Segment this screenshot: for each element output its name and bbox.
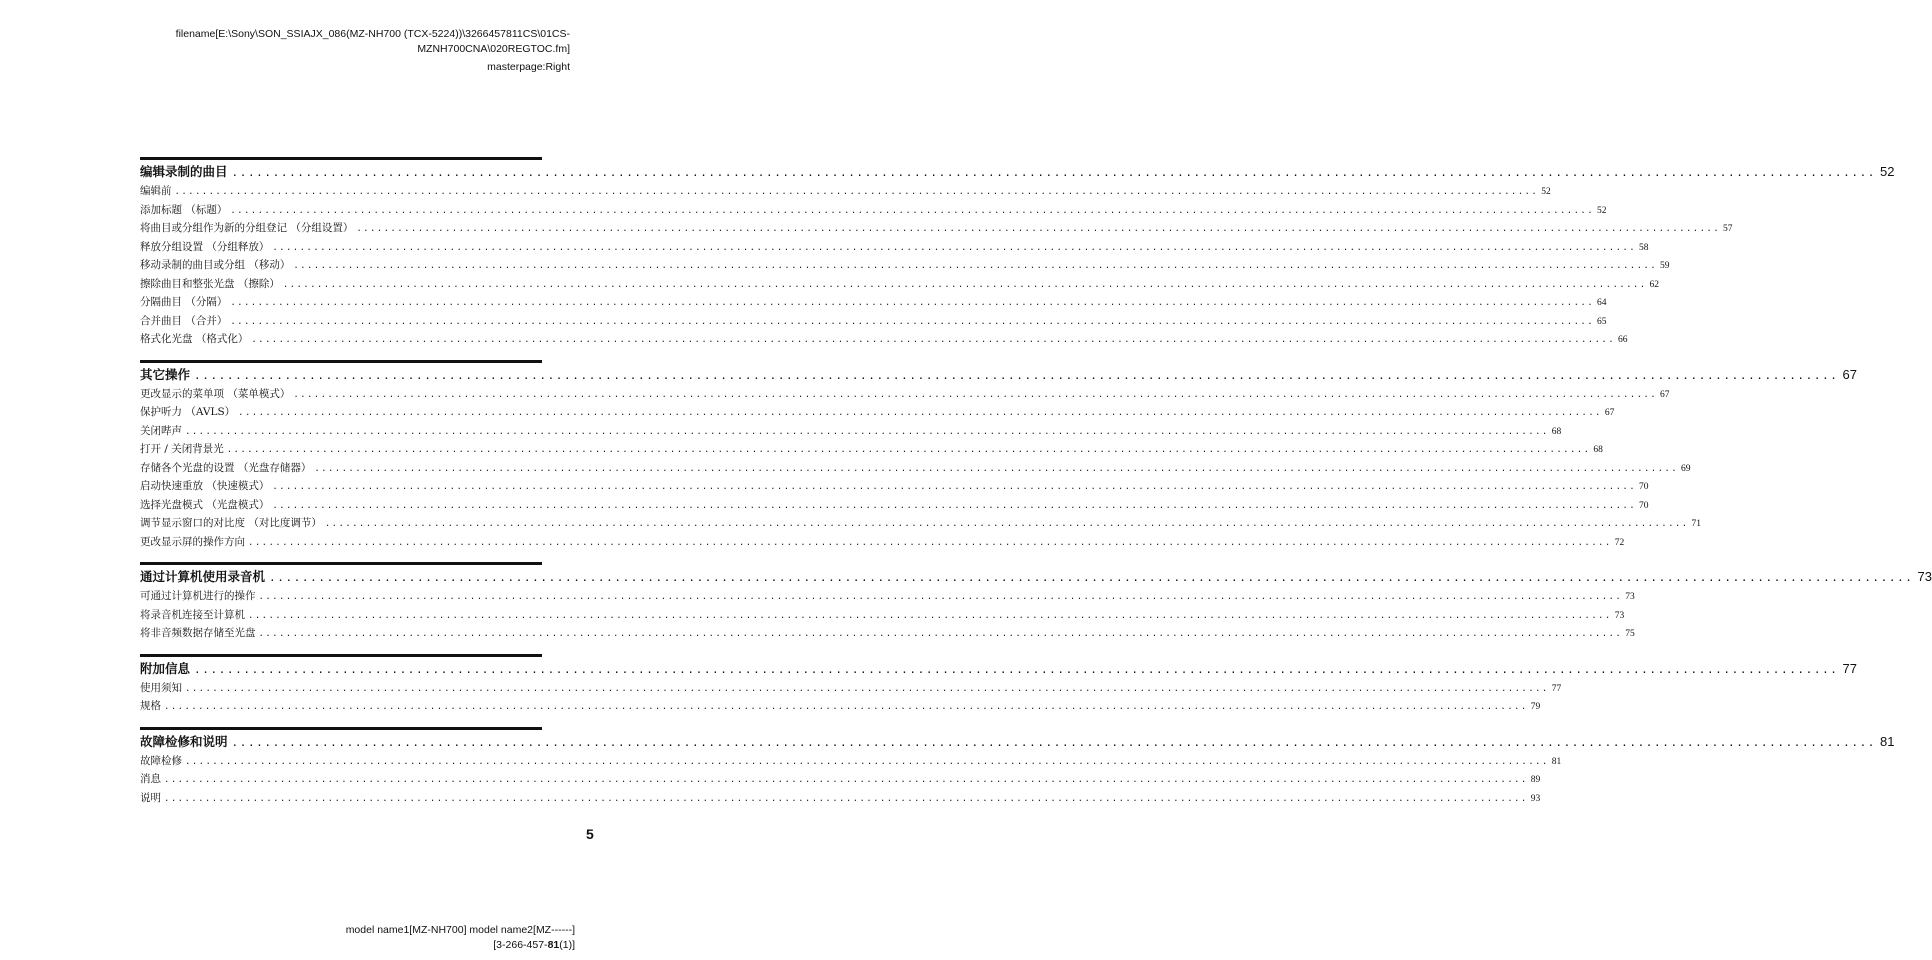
entry-page-number: 79 — [1530, 702, 1541, 712]
page-number: 5 — [586, 826, 594, 842]
toc-entry[interactable] — [140, 202, 1607, 221]
part-code-prefix: [3-266-457- — [493, 939, 548, 951]
entry-page-number: 73 — [1614, 610, 1625, 621]
dot-leader: ........................................................................................................................................................................................................ — [272, 242, 1637, 253]
section-title: 编辑录制的曲目 — [140, 164, 228, 179]
section-spacer — [140, 552, 542, 562]
entry-page-number: 89 — [1530, 775, 1541, 785]
dot-leader: ........................................................................................................................................................................................................ — [248, 537, 1612, 548]
dot-leader: ........................................................................................................................................................................................................ — [314, 463, 1679, 474]
entry-title: 保护听力 （AVLS） — [140, 406, 236, 418]
dot-leader: ........................................................................................................................................................................................................ — [258, 629, 1623, 639]
entry-page-number: 65 — [1597, 316, 1607, 327]
section-page-number: 73 — [1917, 569, 1932, 584]
dot-leader: ........................................................................................................................................................................................................ — [282, 279, 1647, 290]
section-spacer — [140, 717, 542, 727]
entry-page-number: 52 — [1597, 205, 1607, 216]
toc-entry[interactable] — [140, 698, 1541, 717]
toc-section — [140, 562, 1932, 654]
entry-title: 将非音频数据存储至光盘 — [140, 627, 256, 639]
table-of-contents — [140, 157, 1932, 808]
dot-leader: ........................................................................................................................................................................................................ — [293, 389, 1658, 400]
dot-leader: ........................................................................................................................................................................................................ — [324, 519, 1689, 529]
entry-page-number: 67 — [1604, 408, 1615, 418]
part-code-bold: 81 — [547, 939, 560, 951]
dot-leader: ........................................................................................................................................................................................................ — [258, 592, 1623, 602]
entry-title: 编辑前 — [140, 185, 172, 197]
section-heading[interactable] — [140, 157, 1895, 182]
entry-title: 故障检修 — [140, 754, 182, 767]
footer-part-code — [493, 938, 575, 953]
entry-title: 将录音机连接至计算机 — [140, 608, 245, 621]
toc-entry[interactable] — [140, 534, 1625, 553]
dot-leader: ........................................................................................................................................................................................................ — [230, 205, 1595, 216]
toc-entry[interactable] — [140, 220, 1733, 239]
entry-page-number: 70 — [1639, 482, 1649, 492]
toc-entry[interactable] — [140, 625, 1635, 644]
section-heading[interactable] — [140, 727, 1895, 752]
dot-leader: ........................................................................................................................................................................................................ — [226, 445, 1591, 455]
entry-page-number: 73 — [1625, 592, 1635, 602]
toc-section — [140, 360, 1857, 563]
section-page-number: 77 — [1842, 660, 1857, 676]
filename-line-1: filename[E:\Sony\SON_SSIAJX_086(MZ-NH700 (TCX-5224))\3266457811CS\01CS- — [175, 28, 570, 40]
entry-page-number: 70 — [1639, 500, 1649, 511]
dot-leader: ........................................................................................................................................................................................................ — [185, 683, 1549, 694]
masterpage-label: masterpage:Right — [487, 61, 570, 73]
entry-title: 规格 — [140, 700, 161, 712]
entry-page-number: 64 — [1597, 298, 1607, 308]
dot-leader: ........................................................................................................................................................................................................ — [272, 482, 1637, 492]
dot-leader: ........................................................................................................................................................................................................ — [194, 662, 1839, 676]
entry-page-number: 66 — [1618, 335, 1628, 345]
entry-page-number: 72 — [1614, 537, 1625, 548]
dot-leader: ........................................................................................................................................................................................................ — [164, 793, 1528, 804]
entry-page-number: 71 — [1691, 519, 1702, 529]
toc-entry[interactable] — [140, 257, 1670, 276]
dot-leader: ........................................................................................................................................................................................................ — [230, 316, 1595, 327]
entry-title: 擦除曲目和整张光盘 （擦除） — [140, 277, 280, 290]
entry-title: 更改显示的菜单项 （菜单模式） — [140, 387, 291, 400]
toc-entry[interactable] — [140, 515, 1702, 534]
entry-list — [140, 386, 1702, 553]
entry-title: 存储各个光盘的设置 （光盘存储器） — [140, 461, 312, 474]
dot-leader: ........................................................................................................................................................................................................ — [272, 500, 1637, 511]
entry-title: 格式化光盘 （格式化） — [140, 333, 249, 345]
entry-page-number: 59 — [1660, 261, 1670, 271]
toc-section — [140, 654, 1857, 727]
toc-entry[interactable] — [140, 294, 1607, 313]
entry-page-number: 69 — [1681, 463, 1691, 474]
section-heading[interactable] — [140, 654, 1857, 679]
entry-title: 说明 — [140, 791, 161, 804]
entry-page-number: 67 — [1660, 389, 1670, 400]
toc-entry[interactable] — [140, 753, 1562, 772]
entry-list — [140, 183, 1733, 350]
toc-entry[interactable] — [140, 313, 1607, 332]
toc-entry[interactable] — [140, 404, 1615, 423]
toc-entry[interactable] — [140, 276, 1660, 295]
dot-leader: ........................................................................................................................................................................................................ — [248, 610, 1612, 621]
entry-list — [140, 588, 1635, 644]
toc-entry[interactable] — [140, 331, 1628, 350]
section-heading[interactable] — [140, 562, 1932, 587]
toc-entry[interactable] — [140, 460, 1691, 479]
entry-page-number: 62 — [1649, 279, 1660, 290]
toc-entry[interactable] — [140, 239, 1649, 258]
section-heading[interactable] — [140, 360, 1857, 385]
toc-section — [140, 157, 1895, 360]
part-code-suffix: (1)] — [559, 939, 575, 951]
toc-entry[interactable] — [140, 478, 1649, 497]
entry-title: 关闭哔声 — [140, 424, 182, 437]
entry-page-number: 81 — [1551, 756, 1562, 767]
toc-entry[interactable] — [140, 386, 1670, 405]
entry-title: 选择光盘模式 （光盘模式） — [140, 498, 270, 511]
entry-title: 消息 — [140, 773, 161, 785]
section-title: 附加信息 — [140, 660, 191, 676]
toc-entry[interactable] — [140, 588, 1635, 607]
section-page-number: 67 — [1842, 366, 1857, 382]
section-title: 通过计算机使用录音机 — [140, 569, 266, 584]
dot-leader: ........................................................................................................................................................................................................ — [174, 187, 1539, 197]
entry-title: 启动快速重放 （快速模式） — [140, 480, 270, 492]
toc-entry[interactable] — [140, 441, 1603, 460]
section-page-number: 81 — [1880, 733, 1895, 749]
entry-page-number: 93 — [1530, 793, 1541, 804]
section-title: 故障检修和说明 — [140, 733, 228, 749]
entry-title: 移动录制的曲目或分组 （移动） — [140, 259, 291, 271]
toc-entry[interactable] — [140, 771, 1541, 790]
toc-section — [140, 727, 1895, 809]
entry-list — [140, 753, 1562, 809]
entry-title: 打开 / 关闭背景光 — [140, 443, 224, 455]
section-title: 其它操作 — [140, 366, 191, 382]
entry-title: 将曲目或分组作为新的分组登记 （分组设置） — [140, 222, 354, 234]
entry-title: 更改显示屏的操作方向 — [140, 535, 245, 548]
dot-leader: ........................................................................................................................................................................................................ — [238, 408, 1602, 418]
dot-leader: ........................................................................................................................................................................................................ — [356, 224, 1721, 234]
toc-entry[interactable] — [140, 790, 1541, 809]
dot-leader: ........................................................................................................................................................................................................ — [231, 166, 1877, 179]
section-page-number: 52 — [1880, 164, 1895, 179]
dot-leader: ........................................................................................................................................................................................................ — [194, 368, 1839, 382]
entry-title: 可通过计算机进行的操作 — [140, 590, 256, 602]
entry-title: 调节显示窗口的对比度 （对比度调节） — [140, 517, 322, 529]
dot-leader: ........................................................................................................................................................................................................ — [293, 261, 1658, 271]
toc-entry[interactable] — [140, 423, 1562, 442]
filename-line-2: MZNH700CNA\020REGTOC.fm] — [417, 43, 570, 55]
entry-list — [140, 680, 1562, 717]
entry-page-number: 75 — [1625, 629, 1635, 639]
entry-page-number: 68 — [1551, 426, 1562, 437]
entry-page-number: 57 — [1723, 224, 1733, 234]
entry-page-number: 52 — [1541, 187, 1551, 197]
dot-leader: ........................................................................................................................................................................................................ — [230, 298, 1595, 308]
dot-leader: ........................................................................................................................................................................................................ — [185, 756, 1549, 767]
section-spacer — [140, 644, 542, 654]
toc-entry[interactable] — [140, 497, 1649, 516]
entry-page-number: 68 — [1593, 445, 1603, 455]
toc-entry[interactable] — [140, 183, 1551, 202]
dot-leader: ........................................................................................................................................................................................................ — [164, 702, 1528, 712]
section-spacer — [140, 350, 542, 360]
dot-leader: ........................................................................................................................................................................................................ — [164, 775, 1528, 785]
entry-title: 添加标题 （标题） — [140, 203, 228, 216]
entry-title: 分隔曲目 （分隔） — [140, 296, 228, 308]
dot-leader: ........................................................................................................................................................................................................ — [185, 426, 1549, 437]
dot-leader: ........................................................................................................................................................................................................ — [269, 571, 1914, 584]
entry-page-number: 77 — [1551, 683, 1562, 694]
dot-leader: ........................................................................................................................................................................................................ — [251, 335, 1616, 345]
entry-title: 使用须知 — [140, 681, 182, 694]
entry-page-number: 58 — [1639, 242, 1649, 253]
dot-leader: ........................................................................................................................................................................................................ — [231, 735, 1877, 749]
toc-entry[interactable] — [140, 607, 1625, 626]
filename-header — [110, 27, 570, 57]
footer-model-names: model name1[MZ-NH700] model name2[MZ------] — [345, 924, 575, 936]
entry-title: 合并曲目 （合并） — [140, 314, 228, 327]
toc-entry[interactable] — [140, 680, 1562, 699]
entry-title: 释放分组设置 （分组释放） — [140, 240, 270, 253]
